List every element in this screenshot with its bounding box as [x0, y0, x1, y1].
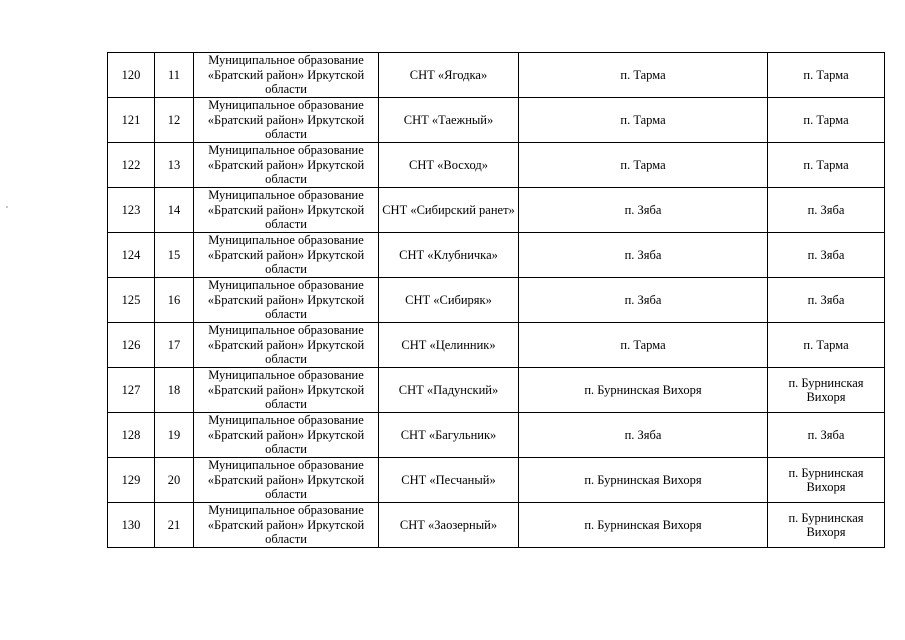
- municipality-cell: [194, 368, 379, 413]
- snt-name: СНТ «Клубничка»: [379, 233, 519, 278]
- municipality-line: Муниципальное образование: [208, 188, 364, 203]
- snt-name: СНТ «Падунский»: [379, 368, 519, 413]
- municipality-line: области: [265, 127, 307, 142]
- municipality-line: области: [265, 397, 307, 412]
- municipality-line: Муниципальное образование: [208, 53, 364, 68]
- snt-name: СНТ «Ягодка»: [379, 53, 519, 98]
- sub-number: 16: [155, 278, 194, 323]
- table-row: [108, 98, 885, 143]
- row-number: 124: [108, 233, 155, 278]
- municipality-line: Муниципальное образование: [208, 368, 364, 383]
- municipality-line: области: [265, 217, 307, 232]
- municipality-line: области: [265, 262, 307, 277]
- municipality-line: «Братский район» Иркутской: [207, 337, 365, 352]
- row-number: 130: [108, 503, 155, 548]
- sub-number: 19: [155, 413, 194, 458]
- snt-name: СНТ «Восход»: [379, 143, 519, 188]
- sub-number: 18: [155, 368, 194, 413]
- row-number: 121: [108, 98, 155, 143]
- settlement-location-secondary: п. Тарма: [768, 53, 885, 98]
- settlement-location: п. Зяба: [519, 188, 768, 233]
- row-number: 123: [108, 188, 155, 233]
- municipality-line: «Братский район» Иркутской: [207, 202, 365, 217]
- settlement-location: п. Тарма: [519, 53, 768, 98]
- municipality-line: Муниципальное образование: [208, 503, 364, 518]
- scan-speck: [6, 206, 8, 208]
- municipality-line: «Братский район» Иркутской: [207, 382, 365, 397]
- municipality-line: «Братский район» Иркутской: [207, 472, 365, 487]
- sub-number: 20: [155, 458, 194, 503]
- municipality-line: Муниципальное образование: [208, 458, 364, 473]
- municipality-line: Муниципальное образование: [208, 323, 364, 338]
- municipality-line: области: [265, 532, 307, 547]
- row-number: 120: [108, 53, 155, 98]
- table-row: [108, 413, 885, 458]
- table-row: [108, 368, 885, 413]
- municipality-cell: [194, 278, 379, 323]
- settlement-location-secondary: п. Тарма: [768, 143, 885, 188]
- municipality-cell: [194, 233, 379, 278]
- municipality-cell: [194, 323, 379, 368]
- table-row: [108, 323, 885, 368]
- sub-number: 15: [155, 233, 194, 278]
- municipality-line: «Братский район» Иркутской: [207, 112, 365, 127]
- settlement-location-secondary: п. Бурнинская Вихоря: [768, 458, 885, 503]
- settlement-location: п. Тарма: [519, 323, 768, 368]
- settlement-location: п. Бурнинская Вихоря: [519, 503, 768, 548]
- sub-number: 14: [155, 188, 194, 233]
- sub-number: 11: [155, 53, 194, 98]
- municipality-cell: [194, 98, 379, 143]
- row-number: 122: [108, 143, 155, 188]
- municipality-line: «Братский район» Иркутской: [207, 517, 365, 532]
- municipality-line: области: [265, 442, 307, 457]
- sub-number: 17: [155, 323, 194, 368]
- municipality-line: «Братский район» Иркутской: [207, 427, 365, 442]
- settlement-location: п. Бурнинская Вихоря: [519, 458, 768, 503]
- settlement-location-secondary: п. Зяба: [768, 278, 885, 323]
- municipality-line: Муниципальное образование: [208, 98, 364, 113]
- municipality-line: Муниципальное образование: [208, 413, 364, 428]
- row-number: 126: [108, 323, 155, 368]
- municipality-cell: [194, 188, 379, 233]
- settlement-location: п. Тарма: [519, 143, 768, 188]
- settlement-location-secondary: п. Зяба: [768, 233, 885, 278]
- snt-registry-table: [107, 52, 885, 548]
- settlement-location: п. Тарма: [519, 98, 768, 143]
- sub-number: 12: [155, 98, 194, 143]
- document-page: [107, 52, 885, 548]
- row-number: 125: [108, 278, 155, 323]
- settlement-location-secondary: п. Бурнинская Вихоря: [768, 368, 885, 413]
- settlement-location-secondary: п. Тарма: [768, 323, 885, 368]
- municipality-line: «Братский район» Иркутской: [207, 67, 365, 82]
- municipality-line: Муниципальное образование: [208, 233, 364, 248]
- table-row: [108, 458, 885, 503]
- snt-name: СНТ «Целинник»: [379, 323, 519, 368]
- row-number: 129: [108, 458, 155, 503]
- municipality-line: «Братский район» Иркутской: [207, 157, 365, 172]
- snt-name: СНТ «Песчаный»: [379, 458, 519, 503]
- snt-name: СНТ «Заозерный»: [379, 503, 519, 548]
- municipality-cell: [194, 143, 379, 188]
- settlement-location: п. Бурнинская Вихоря: [519, 368, 768, 413]
- municipality-line: области: [265, 82, 307, 97]
- municipality-line: «Братский район» Иркутской: [207, 292, 365, 307]
- sub-number: 21: [155, 503, 194, 548]
- table-row: [108, 233, 885, 278]
- settlement-location-secondary: п. Бурнинская Вихоря: [768, 503, 885, 548]
- municipality-line: Муниципальное образование: [208, 143, 364, 158]
- settlement-location: п. Зяба: [519, 278, 768, 323]
- table-row: [108, 188, 885, 233]
- settlement-location-secondary: п. Тарма: [768, 98, 885, 143]
- settlement-location-secondary: п. Зяба: [768, 188, 885, 233]
- municipality-line: области: [265, 487, 307, 502]
- municipality-cell: [194, 53, 379, 98]
- municipality-line: области: [265, 352, 307, 367]
- municipality-cell: [194, 458, 379, 503]
- table-row: [108, 143, 885, 188]
- municipality-line: области: [265, 172, 307, 187]
- municipality-line: Муниципальное образование: [208, 278, 364, 293]
- snt-name: СНТ «Багульник»: [379, 413, 519, 458]
- settlement-location-secondary: п. Зяба: [768, 413, 885, 458]
- table-row: [108, 503, 885, 548]
- settlement-location: п. Зяба: [519, 413, 768, 458]
- settlement-location: п. Зяба: [519, 233, 768, 278]
- snt-name: СНТ «Сибирский ранет»: [379, 188, 519, 233]
- municipality-line: области: [265, 307, 307, 322]
- municipality-cell: [194, 503, 379, 548]
- table-row: [108, 53, 885, 98]
- municipality-line: «Братский район» Иркутской: [207, 247, 365, 262]
- municipality-cell: [194, 413, 379, 458]
- table-row: [108, 278, 885, 323]
- sub-number: 13: [155, 143, 194, 188]
- snt-name: СНТ «Таежный»: [379, 98, 519, 143]
- row-number: 127: [108, 368, 155, 413]
- snt-name: СНТ «Сибиряк»: [379, 278, 519, 323]
- row-number: 128: [108, 413, 155, 458]
